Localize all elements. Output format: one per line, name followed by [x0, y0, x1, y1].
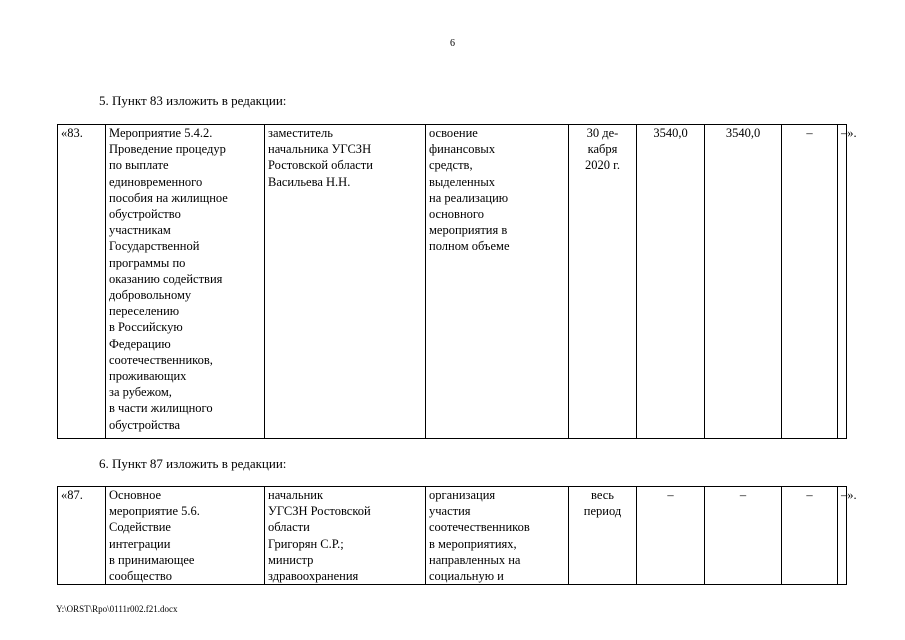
- responsible-cell: начальник УГСЗН Ростовской области Григорян С.Р.; министр здравоохранения: [265, 487, 426, 585]
- row-number-cell: «83.: [58, 125, 106, 439]
- footer-file-path: Y:\ORST\Rpo\0111r002.f21.docx: [56, 604, 178, 614]
- paragraph-item-5: 5. Пункт 83 изложить в редакции:: [99, 93, 287, 108]
- value-cell-1: –: [637, 487, 705, 585]
- date-cell: весь период: [569, 487, 637, 585]
- result-cell: организация участия соотечественников в мероприятиях, направленных на социальную и: [426, 487, 569, 585]
- value-cell-3: –: [782, 125, 838, 439]
- value-cell-2: 3540,0: [705, 125, 782, 439]
- value-cell-3: –: [782, 487, 838, 585]
- value-cell-1: 3540,0: [637, 125, 705, 439]
- value-cell-2: –: [705, 487, 782, 585]
- paragraph-item-6: 6. Пункт 87 изложить в редакции:: [99, 456, 287, 471]
- date-cell: 30 де- кабря 2020 г.: [569, 125, 637, 439]
- value-cell-4: –».: [838, 125, 847, 439]
- responsible-cell: заместитель начальника УГСЗН Ростовской области Васильева Н.Н.: [265, 125, 426, 439]
- event-cell: Основное мероприятие 5.6. Содействие интеграции в принимающее сообщество: [106, 487, 265, 585]
- value-cell-4: –».: [838, 487, 847, 585]
- event-cell: Мероприятие 5.4.2. Проведение процедур по выплате единовременного пособия на жилищное обустройство участникам Государственной программы по оказанию содействия добровольному переселению в Российскую Федерацию соотечественников, проживающих за рубежом, в части жилищного обустройства: [106, 125, 265, 439]
- table-item-87: [57, 486, 857, 585]
- result-cell: освоение финансовых средств, выделенных на реализацию основного мероприятия в полном объеме: [426, 125, 569, 439]
- page-number: 6: [450, 38, 455, 49]
- row-number-cell: «87.: [58, 487, 106, 585]
- table-row: [58, 125, 847, 439]
- table-row: [58, 487, 847, 585]
- table-item-83: [57, 124, 857, 439]
